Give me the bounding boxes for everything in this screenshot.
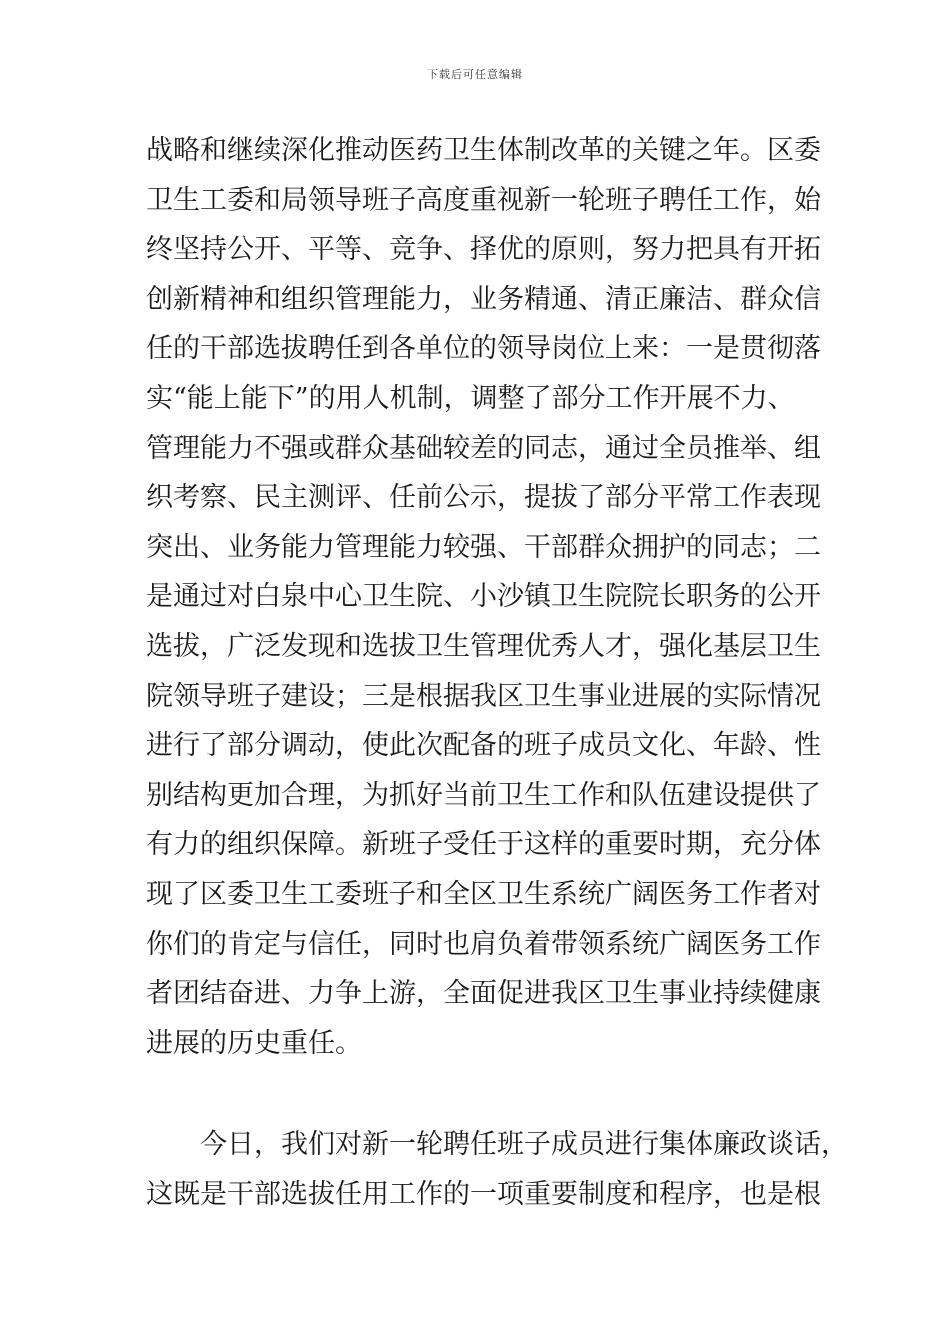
text-line: 者团结奋进、力争上游，全面促进我区卫生事业持续健康 [146, 978, 821, 1010]
text-line: 这既是干部选拔任用工作的一项重要制度和程序，也是根 [146, 1178, 821, 1210]
text-line: 今日，我们对新一轮聘任班子成员进行集体廉政谈话， [200, 1129, 848, 1160]
text-line: 进行了部分调动，使此次配备的班子成员文化、年龄、性 [146, 730, 821, 762]
text-line: 织考察、民主测评、任前公示，提拔了部分平常工作表现 [146, 482, 821, 514]
text-line: 现了区委卫生工委班子和全区卫生系统广阔医务工作者对 [146, 878, 821, 910]
text-line: 实“能上能下”的用人机制，调整了部分工作开展不力、 [146, 382, 795, 414]
paragraph-2 [146, 1120, 848, 1219]
text-line: 是通过对白泉中心卫生院、小沙镇卫生院院长职务的公开 [146, 581, 821, 613]
text-line: 别结构更加合理，为抓好当前卫生工作和队伍建设提供了 [146, 779, 821, 811]
text-line: 有力的组织保障。新班子受任于这样的重要时期，充分体 [146, 829, 821, 861]
page-header: 下载后可任意编辑 [427, 68, 523, 81]
text-line: 院领导班子建设；三是根据我区卫生事业进展的实际情况 [146, 680, 821, 712]
text-line: 选拔，广泛发现和选拔卫生管理优秀人才，强化基层卫生 [146, 630, 821, 662]
text-line: 你们的肯定与信任，同时也肩负着带领系统广阔医务工作 [146, 928, 821, 960]
text-line: 管理能力不强或群众基础较差的同志，通过全员推举、组 [146, 432, 821, 464]
text-line: 任的干部选拔聘任到各单位的领导岗位上来：一是贯彻落 [146, 333, 821, 365]
text-line: 突出、业务能力管理能力较强、干部群众拥护的同志；二 [146, 531, 821, 563]
paragraph-1 [146, 126, 826, 1068]
text-line: 卫生工委和局领导班子高度重视新一轮班子聘任工作，始 [146, 184, 821, 216]
text-line: 创新精神和组织管理能力，业务精通、清正廉洁、群众信 [146, 283, 821, 315]
text-line: 终坚持公开、平等、竞争、择优的原则，努力把具有开拓 [146, 234, 821, 266]
text-line: 进展的历史重任。 [146, 1027, 362, 1059]
text-line: 战略和继续深化推动医药卫生体制改革的关键之年。区委 [146, 135, 821, 166]
